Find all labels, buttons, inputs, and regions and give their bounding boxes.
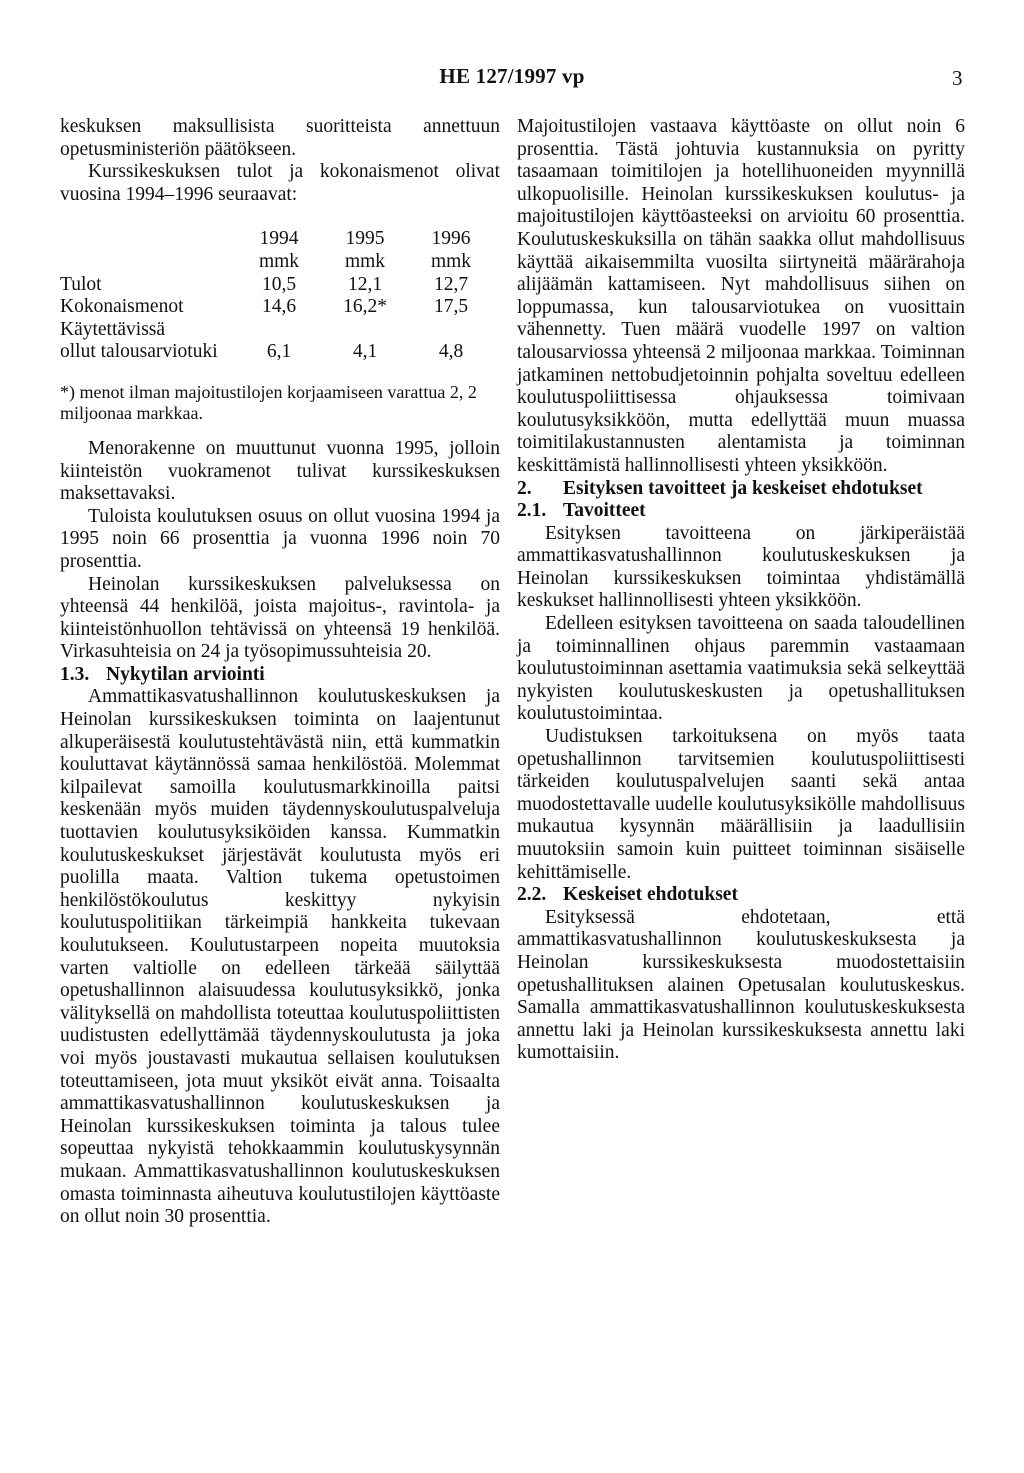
year-header: 1995 [345,228,385,250]
table-cell: 10,5 [261,273,297,295]
table-cell: 4,1 [352,341,378,363]
table-header-row [60,228,494,251]
unit-header: mmk [430,250,472,272]
section-number: 2. [517,477,532,499]
table-cell: 17,5 [433,296,469,318]
table-cell: 14,6 [261,296,297,318]
paragraph: Kurssikeskuksen tulot ja kokonaismenot olivat vuosina 1994–1996 seuraavat: [60,161,500,205]
row-label: Kokonaismenot [60,296,184,318]
document-header: HE 127/1997 vp [439,64,585,88]
section-heading [60,664,500,687]
section-title: Tavoitteet [563,500,646,522]
table-row [60,274,494,297]
paragraph: Menorakenne on muuttunut vuonna 1995, jolloin kiinteistön vuokramenot tulivat kurssikeskuksen maksettavaksi. [60,437,500,505]
unit-header: mmk [258,250,300,272]
finance-table [60,228,494,364]
table-footnote: *) menot ilman majoitustilojen korjaamiseen varattua 2, 2 miljoonaa markkaa. [60,381,477,423]
section-number: 1.3. [60,663,90,685]
table-row [60,319,494,342]
table-row [60,296,494,319]
section-number: 2.2. [517,884,547,906]
row-label: ollut talousarviotuki [60,341,218,363]
section-title: Nykytilan arviointi [106,663,265,685]
year-header: 1994 [259,228,299,250]
table-cell: 6,1 [266,341,292,363]
paragraph: Esityksen tavoitteena on järkiperäistää ammattikasvatushallinnon koulutuskeskuksen ja Heinolan kurssikeskuksen toimintaa yhdistämällä keskukset hallinnollisesti yhteen yksikköön. [517,522,965,612]
paragraph: Esityksessä ehdotetaan, että ammattikasvatushallinnon koulutuskeskuksesta ja Heinolan kurssikeskuksesta muodostettaisiin opetushallituksen alainen Opetusalan koulutuskeskus. Samalla ammattikasvatushallinnon koulutuskeskuksesta annettu laki ja Heinolan kurssikeskuksesta annettu laki kumottaisiin. [517,906,965,1064]
subsection-heading [517,884,965,907]
section-number: 2.1. [517,500,547,522]
section-heading [517,478,965,501]
section-title: Keskeiset ehdotukset [563,884,738,906]
table-cell: 12,7 [433,273,469,295]
table-unit-row [60,251,494,274]
right-column [517,116,965,1065]
paragraph: keskuksen maksullisista suoritteista annettuun opetusministeriön päätökseen. [60,116,500,160]
left-column [60,116,500,1229]
paragraph: Tuloista koulutuksen osuus on ollut vuosina 1994 ja 1995 noin 66 prosenttia ja vuonna 1996 noin 70 prosenttia. [60,505,500,572]
table-row [60,341,494,364]
paragraph: Ammattikasvatushallinnon koulutuskeskuksen ja Heinolan kurssikeskuksen toiminta on laajentunut alkuperäisestä koulutustehtävästä niin, että kummatkin kouluttavat käytännössä samaa henkilöstöä. Molemmat kilpailevat samoilla koulutusmarkkinoilla paitsi keskenään myös muiden täydennyskoulutuspalveluja tuottavien koulutusyksiköiden kanssa. Kummatkin koulutuskeskukset järjestävät koulutusta myös eri puolilla maata. Valtion tukema opetustoimen henkilöstökoulutus keskittyy nykyisin koulutuspolitiikan tärkeimpiä hankkeita tukevaan koulutukseen. Koulutustarpeen nopeita muutoksia varten valtiolle on edelleen tärkeää säilyttää opetushallinnon alaisuudessa koulutusyksikkö, jonka välityksellä on mahdollista toteuttaa koulutuspoliittisten uudistusten edellyttämää täydennyskoulutusta ja joka voi myös joustavasti mukautua sellaisen koulutuksen toteuttamiseen, jota muut yksiköt eivät anna. Toisaalta ammattikasvatushallinnon koulutuskeskuksen ja Heinolan kurssikeskuksen toiminta ja talous tulee sopeuttaa nykyistä tehokkaammin koulutuskysynnän mukaan. Ammattikasvatushallinnon koulutuskeskuksen omasta toiminnasta aiheutuva koulutustilojen käyttöaste on ollut noin 30 prosenttia. [60,686,500,1228]
row-label: Käytettävissä [60,318,166,340]
paragraph: Edelleen esityksen tavoitteena on saada taloudellinen ja toiminnallinen ohjaus paremmin vastaamaan koulutustoiminnan asettamia vaatimuksia sekä selkeyttää nykyisten koulutuskeskusten ja opetushallituksen koulutustoimintaa. [517,613,965,725]
row-label: Tulot [60,273,102,295]
table-cell: 4,8 [438,341,464,363]
paragraph: Heinolan kurssikeskuksen palveluksessa on yhteensä 44 henkilöä, joista majoitus-, ravintola- ja kiinteistönhuollon tehtävissä on yhteensä 19 henkilöä. Virkasuhteisia on 24 ja työsopimussuhteisia 20. [60,573,500,663]
table-cell: 12,1 [347,273,383,295]
section-title: Esityksen tavoitteet ja keskeiset ehdotukset [563,477,923,499]
table-cell: 16,2* [343,296,387,318]
page-number: 3 [952,66,963,90]
paragraph: Majoitustilojen vastaava käyttöaste on ollut noin 6 prosenttia. Tästä johtuvia kustannuksia on pyritty tasaamaan toimitilojen ja hotellihuoneiden myynnillä ulkopuolisille. Heinolan kurssikeskuksen koulutus- ja majoitustilojen käyttöasteeksi on arvioitu 60 prosenttia. Koulutuskeskuksilla on tähän saakka ollut mahdollisuus käyttää aikaisemmilta vuosilta siirtyneitä määrärahoja alijäämän kattamiseen. Nyt mahdollisuus siihen on loppumassa, kun talousarviotukea on vuosittain vähennetty. Tuen määrä vuodelle 1997 on valtion talousarviossa yhteensä 2 miljoonaa markkaa. Toiminnan jatkaminen nettobudjetoinnin pohjalta soveltuu edelleen koulutuspoliittisessa ohjauksessa toimivaan koulutusyksikköön, mutta edellyttää muun muassa toimitilakustannusten alentamista ja toiminnan keskittämistä hallinnollisesti yhteen yksikköön. [517,116,965,476]
paragraph: Uudistuksen tarkoituksena on myös taata opetushallinnon tarvitsemien koulutuspoliittisesti tärkeiden koulutuspalvelujen saanti sekä antaa muodostettavalle uudelle koulutusyksikölle mahdollisuus mukautua kysynnän määrällisiin ja laadullisiin muutoksiin samoin kuin puitteet toiminnan sisäiselle kehittämiselle. [517,726,965,883]
unit-header: mmk [344,250,386,272]
subsection-heading [517,500,965,523]
year-header: 1996 [431,228,471,250]
